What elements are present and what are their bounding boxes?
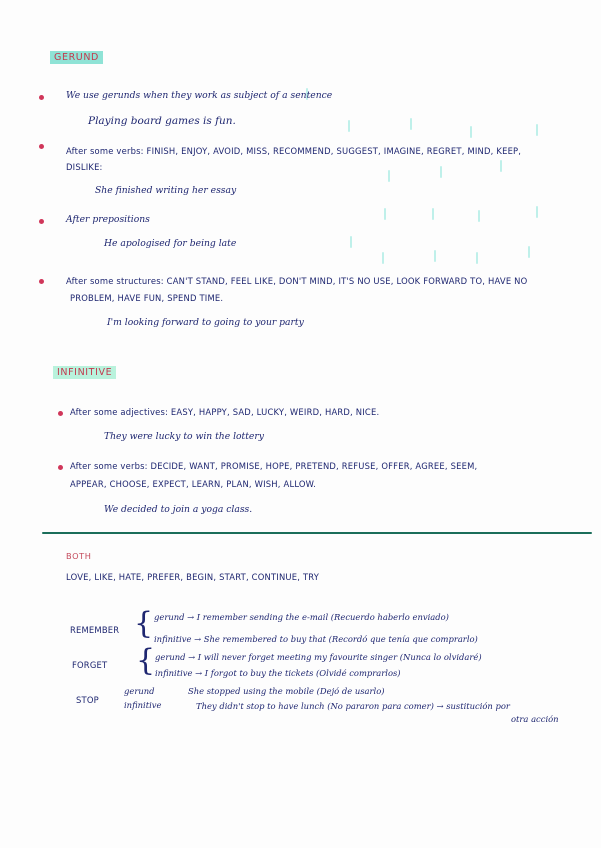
- infinitive-example-adjectives: They were lucky to win the lottery: [104, 431, 264, 442]
- bleed-mark: [536, 124, 538, 136]
- remember-infinitive: infinitive → She remembered to buy that (Recordó que tenía que comprarlo): [154, 634, 478, 644]
- gerund-rule-structures-cont: PROBLEM, HAVE FUN, SPEND TIME.: [70, 293, 224, 303]
- forget-infinitive: infinitive → I forgot to buy the tickets (Olvidé comprarlos): [155, 668, 401, 678]
- bleed-mark: [434, 250, 436, 262]
- bullet: [39, 219, 44, 224]
- remember-brace: {: [134, 606, 154, 641]
- gerund-example-subject: Playing board games is fun.: [88, 115, 236, 127]
- stop-note: otra acción: [511, 714, 559, 724]
- infinitive-rule-verbs: After some verbs: DECIDE, WANT, PROMISE, HOPE, PRETEND, REFUSE, OFFER, AGREE, SEEM,: [70, 461, 478, 471]
- forget-label: FORGET: [72, 660, 108, 670]
- bullet: [39, 144, 44, 149]
- stop-gerund-example: She stopped using the mobile (Dejó de usarlo): [188, 686, 385, 696]
- gerund-heading: GERUND: [50, 51, 103, 64]
- bleed-mark: [388, 170, 390, 182]
- bleed-mark: [432, 208, 434, 220]
- bleed-mark: [348, 120, 350, 132]
- gerund-rule-prepositions: After prepositions: [66, 214, 150, 225]
- forget-brace: {: [136, 643, 156, 678]
- bleed-mark: [350, 236, 352, 248]
- gerund-rule-structures: After some structures: CAN'T STAND, FEEL LIKE, DON'T MIND, IT'S NO USE, LOOK FORWARD TO, HAVE NO: [66, 276, 528, 286]
- bleed-mark: [440, 166, 442, 178]
- gerund-rule-verbs-cont: DISLIKE:: [66, 162, 103, 172]
- bullet: [58, 465, 63, 470]
- section-divider: [42, 532, 592, 534]
- gerund-rule-subject: We use gerunds when they work as subject of a sentence: [66, 90, 333, 101]
- bleed-mark: [528, 246, 530, 258]
- gerund-rule-verbs: After some verbs: FINISH, ENJOY, AVOID, MISS, RECOMMEND, SUGGEST, IMAGINE, REGRET, MIND, KEEP,: [66, 146, 522, 156]
- bleed-mark: [478, 210, 480, 222]
- remember-gerund: gerund → I remember sending the e-mail (Recuerdo haberlo enviado): [154, 612, 449, 622]
- bleed-mark: [410, 118, 412, 130]
- both-verbs: LOVE, LIKE, HATE, PREFER, BEGIN, START, CONTINUE, TRY: [66, 572, 320, 582]
- remember-label: REMEMBER: [70, 625, 120, 635]
- gerund-example-structures: I'm looking forward to going to your party: [107, 317, 304, 328]
- bleed-mark: [500, 160, 502, 172]
- infinitive-rule-verbs-cont: APPEAR, CHOOSE, EXPECT, LEARN, PLAN, WISH, ALLOW.: [70, 479, 317, 489]
- bleed-mark: [382, 252, 384, 264]
- bullet: [58, 411, 63, 416]
- infinitive-example-verbs: We decided to join a yoga class.: [104, 504, 253, 515]
- bleed-mark: [470, 126, 472, 138]
- forget-gerund: gerund → I will never forget meeting my favourite singer (Nunca lo olvidaré): [155, 652, 482, 662]
- stop-infinitive-label: infinitive: [124, 700, 162, 710]
- stop-infinitive-example: They didn't stop to have lunch (No pararon para comer) → sustitución por: [196, 701, 510, 711]
- stop-gerund-label: gerund: [124, 686, 155, 696]
- gerund-example-verbs: She finished writing her essay: [95, 185, 237, 196]
- bleed-mark: [384, 208, 386, 220]
- bullet: [39, 95, 44, 100]
- infinitive-rule-adjectives: After some adjectives: EASY, HAPPY, SAD, LUCKY, WEIRD, HARD, NICE.: [70, 407, 380, 417]
- both-heading: BOTH: [66, 551, 92, 561]
- stop-label: STOP: [76, 695, 99, 705]
- gerund-example-prepositions: He apologised for being late: [104, 238, 237, 249]
- bleed-mark: [536, 206, 538, 218]
- bullet: [39, 279, 44, 284]
- bleed-mark: [476, 252, 478, 264]
- infinitive-heading: INFINITIVE: [53, 366, 116, 379]
